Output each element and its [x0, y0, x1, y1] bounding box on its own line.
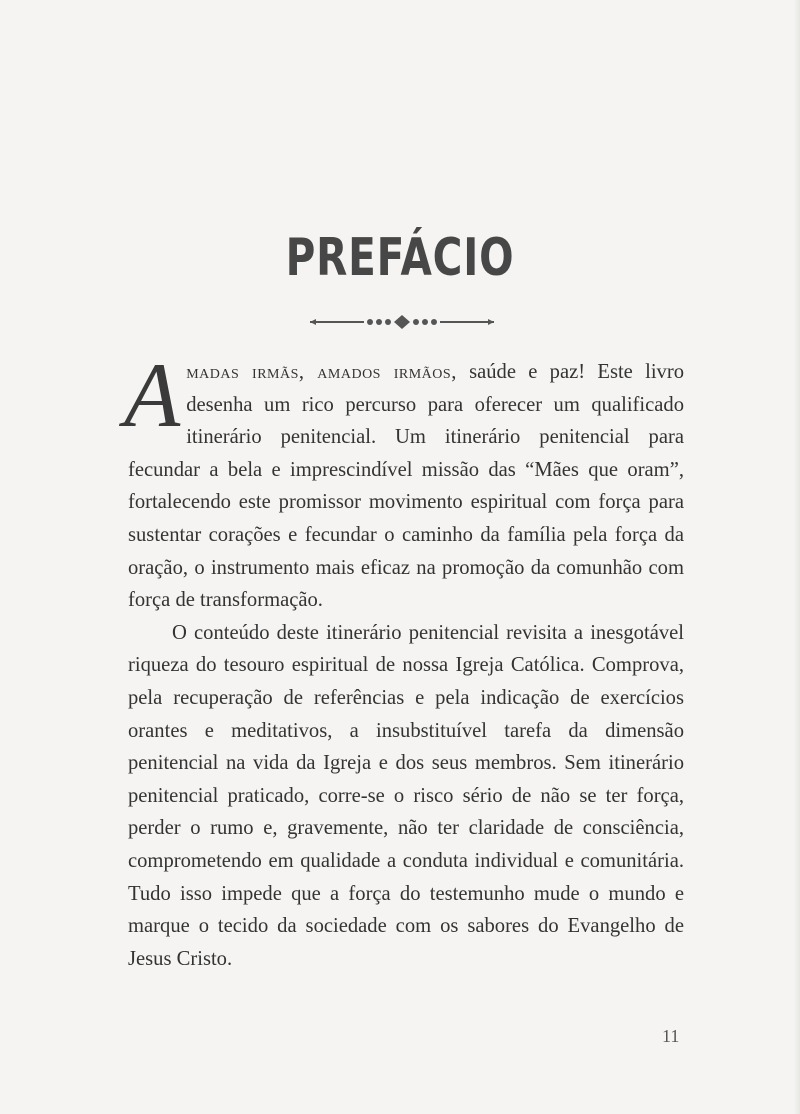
opening-salutation: madas irmãs, amados irmãos, [186, 361, 457, 383]
paragraph-1 [124, 344, 684, 617]
ornamental-divider-icon [302, 312, 502, 332]
page-edge [794, 0, 800, 1114]
chapter-title: PREFÁCIO [285, 228, 515, 288]
paragraph-1-text: saúde e paz! Este livro desenha um rico percurso para oferecer um qualificado itinerário penitencial. Um itinerário penitencial para fecundar a bela e imprescindível missão das “Mães que oram”, fortalecendo este promissor movimento espiritual com força para sustentar corações e fecundar o caminho da família pela força da oração, o instrumento mais eficaz na promoção da comunhão com força de transformação. [128, 361, 684, 612]
preface-body [124, 344, 684, 975]
paragraph-2: O conteúdo deste itinerário penitencial revisita a inesgotável riqueza do tesouro espiritual de nossa Igreja Católica. Comprova, pela recuperação de referências e pela indicação de exercícios orantes e meditativos, a insubstituível tarefa da dimensão penitencial na vida da Igreja e dos seus membros. Sem itinerário penitencial praticado, corre-se o risco sério de não se ter força, perder o rumo e, gravemente, não ter claridade de consciência, comprometendo em qualidade a conduta individual e comunitária. Tudo isso impede que a força do testemunho mude o mundo e marque o tecido da sociedade com os sabores do Evangelho de Jesus Cristo. [128, 621, 684, 970]
drop-cap: A [124, 344, 181, 446]
page-number: 11 [662, 1026, 680, 1046]
